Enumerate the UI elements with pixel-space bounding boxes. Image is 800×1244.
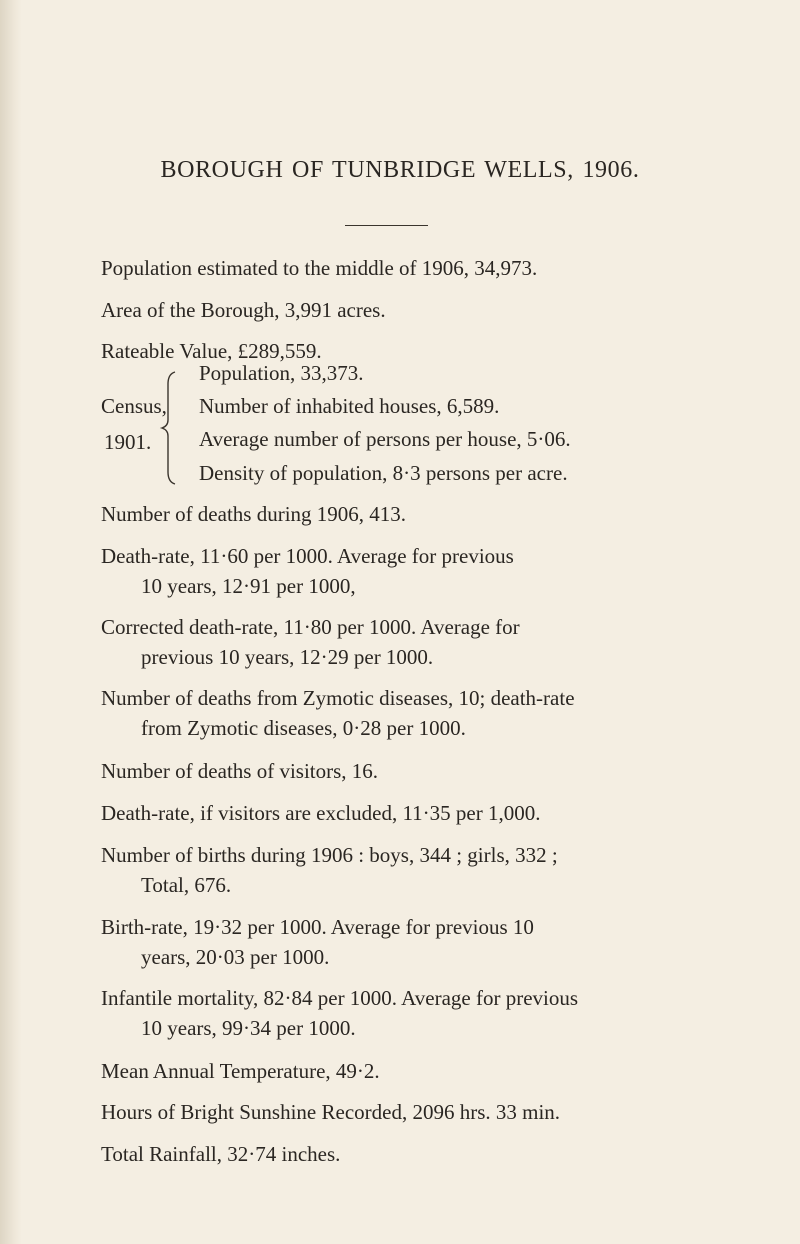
corrected-death-rate-line: Corrected death-rate, 11·80 per 1000. Average for xyxy=(101,615,520,639)
page-title: BOROUGH OF TUNBRIDGE WELLS, 1906. xyxy=(160,157,640,183)
census-brace xyxy=(158,370,178,486)
census-label: Census, xyxy=(101,394,167,418)
infant-mortality-line: Infantile mortality, 82·84 per 1000. Average for previous xyxy=(101,986,579,1010)
excluded-death-rate-line: Death-rate, if visitors are excluded, 11·35 per 1,000. xyxy=(101,801,541,825)
death-rate-line: Death-rate, 11·60 per 1000. Average for previous xyxy=(101,544,514,568)
death-rate-line-cont: 10 years, 12·91 per 1000, xyxy=(141,574,356,598)
census-houses: Number of inhabited houses, 6,589. xyxy=(199,394,500,418)
zymotic-line: Number of deaths from Zymotic diseases, 10; death-rate xyxy=(101,686,575,710)
census-density: Density of population, 8·3 persons per acre. xyxy=(199,461,568,485)
rainfall-line: Total Rainfall, 32·74 inches. xyxy=(101,1142,341,1166)
birth-rate-line-cont: years, 20·03 per 1000. xyxy=(141,945,330,969)
deaths-line: Number of deaths during 1906, 413. xyxy=(101,502,407,526)
sunshine-line: Hours of Bright Sunshine Recorded, 2096 hrs. 33 min. xyxy=(101,1100,561,1124)
page-edge xyxy=(0,0,22,1244)
rateable-value-line: Rateable Value, £289,559. xyxy=(101,339,322,363)
temperature-line: Mean Annual Temperature, 49·2. xyxy=(101,1059,380,1083)
corrected-death-rate-cont: previous 10 years, 12·29 per 1000. xyxy=(141,645,434,669)
visitors-line: Number of deaths of visitors, 16. xyxy=(101,759,379,783)
birth-rate-line: Birth-rate, 19·32 per 1000. Average for previous 10 xyxy=(101,915,534,939)
census-year: 1901. xyxy=(104,430,152,454)
infant-mortality-line-cont: 10 years, 99·34 per 1000. xyxy=(141,1016,356,1040)
population-estimate: Population estimated to the middle of 1906, 34,973. xyxy=(101,256,538,280)
area-line: Area of the Borough, 3,991 acres. xyxy=(101,298,386,322)
census-persons-per-house: Average number of persons per house, 5·06. xyxy=(199,427,571,451)
births-line: Number of births during 1906 : boys, 344 ; girls, 332 ; xyxy=(101,843,558,867)
births-line-cont: Total, 676. xyxy=(141,873,232,897)
zymotic-line-cont: from Zymotic diseases, 0·28 per 1000. xyxy=(141,716,466,740)
census-population: Population, 33,373. xyxy=(199,361,364,385)
title-rule xyxy=(345,225,428,226)
